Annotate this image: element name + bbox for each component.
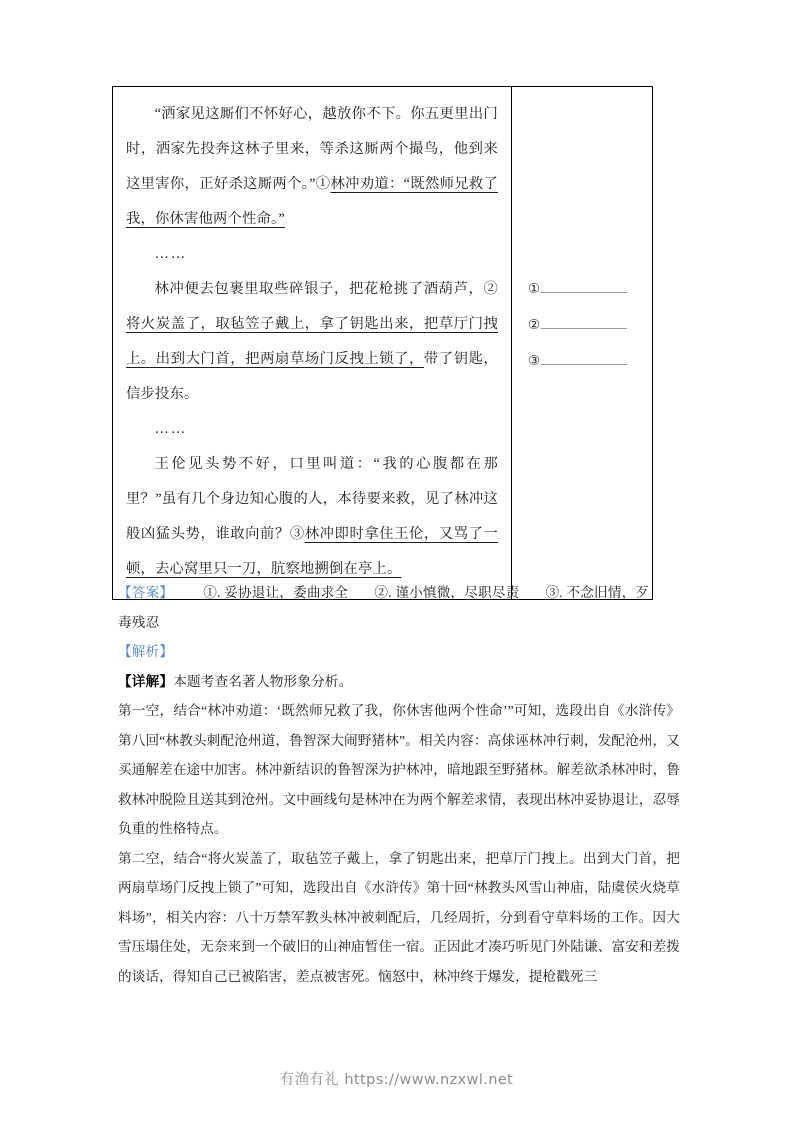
blank-number-2: ② (528, 317, 541, 332)
blank-field-3[interactable] (541, 351, 627, 365)
blank-number-3: ③ (528, 353, 541, 368)
excerpt-table (112, 86, 653, 600)
passage-1-underlined-1: 林冲劝道：“既然师兄救了我，你休害他两个性命。” (126, 176, 498, 227)
passage-3-plain-1: 王伦见头势不好，口里叫道：“我的心腹都在那里？”虽有几个身边知心腹的人，本待要来救，见了林冲这般凶猛头势，谁敢向前？ (126, 456, 498, 542)
answer-analysis-block (118, 578, 680, 991)
passage-2-plain-1: 林冲便去包裹里取些碎银子，把花枪挑了酒葫芦， (154, 281, 484, 297)
answer-label: 【答案】 (118, 585, 174, 600)
blank-field-1[interactable] (541, 279, 627, 293)
blank-row-1 (528, 279, 640, 315)
answer-line-1 (118, 578, 680, 608)
answer-item-3: ③. 不念旧情，歹 (545, 585, 650, 600)
analysis-label-line (118, 637, 680, 667)
passage-2 (126, 272, 498, 412)
passage-1-plain-1: “洒家见这厮们不怀好心，越放你不下。你五更里出门时，洒家先投奔这林子里来，等杀这厮两个撮鸟，他到来这里害你，正好杀这厮两个。” (126, 106, 498, 192)
passage-1-marker-1: ① (315, 176, 331, 192)
analysis-paragraph-2: 第二空，结合“将火炭盖了，取毡笠子戴上，拿了钥匙出来，把草厅门拽上。出到大门首，把两扇草场门反拽上锁了”可知，选段出自《水浒传》第十回“林教头风雪山神庙，陆虞侯火烧草料场”，相关内容：八十万禁军教头林冲被刺配后，几经周折，分到看守草料场的工作。因大雪压塌住处，无奈来到一个破旧的山神庙暂住一宿。正因此才凑巧听见门外陆谦、富安和差拨的谈话，得知自己已被陷害，差点被害死。恼怒中，林冲终于爆发，提枪戳死三 (118, 850, 680, 984)
passage-2-underlined-1: 将火炭盖了，取毡笠子戴上，拿了钥匙出来，把草厅门拽上。出到大门首，把两扇草场门反拽上锁了， (126, 316, 498, 367)
ellipsis-2: …… (154, 421, 188, 437)
blank-number-1: ① (528, 281, 541, 296)
passage-3-marker-3: ③ (289, 526, 305, 542)
answer-line-2: 毒残忍 (118, 614, 160, 630)
passage-2-marker-2: ② (483, 281, 498, 297)
blank-row-3 (528, 351, 640, 387)
passage-1 (126, 97, 498, 237)
answer-item-2: ②. 谨小慎微，尽职尽责 (374, 585, 520, 600)
detail-intro-text: 本题考查名著人物形象分析。 (173, 673, 353, 689)
analysis-paragraph-1: 第一空，结合“林冲劝道：‘既然师兄救了我，你休害他两个性命’”可知，选段出自《水浒传》第八回“林教头刺配沧州道，鲁智深大闹野猪林”。相关内容：高俅诬林冲行刺，发配沧州，又买通解差在途中加害。林冲新结识的鲁智深为护林冲，暗地跟至野猪林。解差欲杀林冲时，鲁救林冲脱险且送其到沧州。文中画线句是林冲在为两个解差求情，表现出林冲妥协退让，忍辱负重的性格特点。 (118, 703, 680, 836)
detail-label: 【详解】 (118, 673, 174, 689)
analysis-label: 【解析】 (118, 644, 174, 659)
blank-row-2 (528, 315, 640, 351)
blank-field-2[interactable] (541, 315, 627, 329)
answer-blanks-cell (512, 87, 653, 600)
passage-3 (126, 447, 498, 587)
detail-intro-line (118, 667, 680, 697)
blank-stack (528, 279, 640, 387)
table-row (113, 87, 653, 600)
ellipsis-1: …… (154, 246, 188, 262)
footer-watermark: 有渔有礼 https://www.nzxwl.net (279, 1072, 514, 1088)
answer-item-1: ①. 妥协退让，委曲求全 (203, 585, 349, 600)
passage-2-plain-2: 带了钥匙，信步投东。 (126, 351, 499, 402)
passage-cell (113, 87, 512, 600)
passage-3-underlined-1: 林冲即时拿住王伦，又骂了一顿，去心窝里只一刀，肮察地搠倒在亭上。 (126, 526, 499, 577)
